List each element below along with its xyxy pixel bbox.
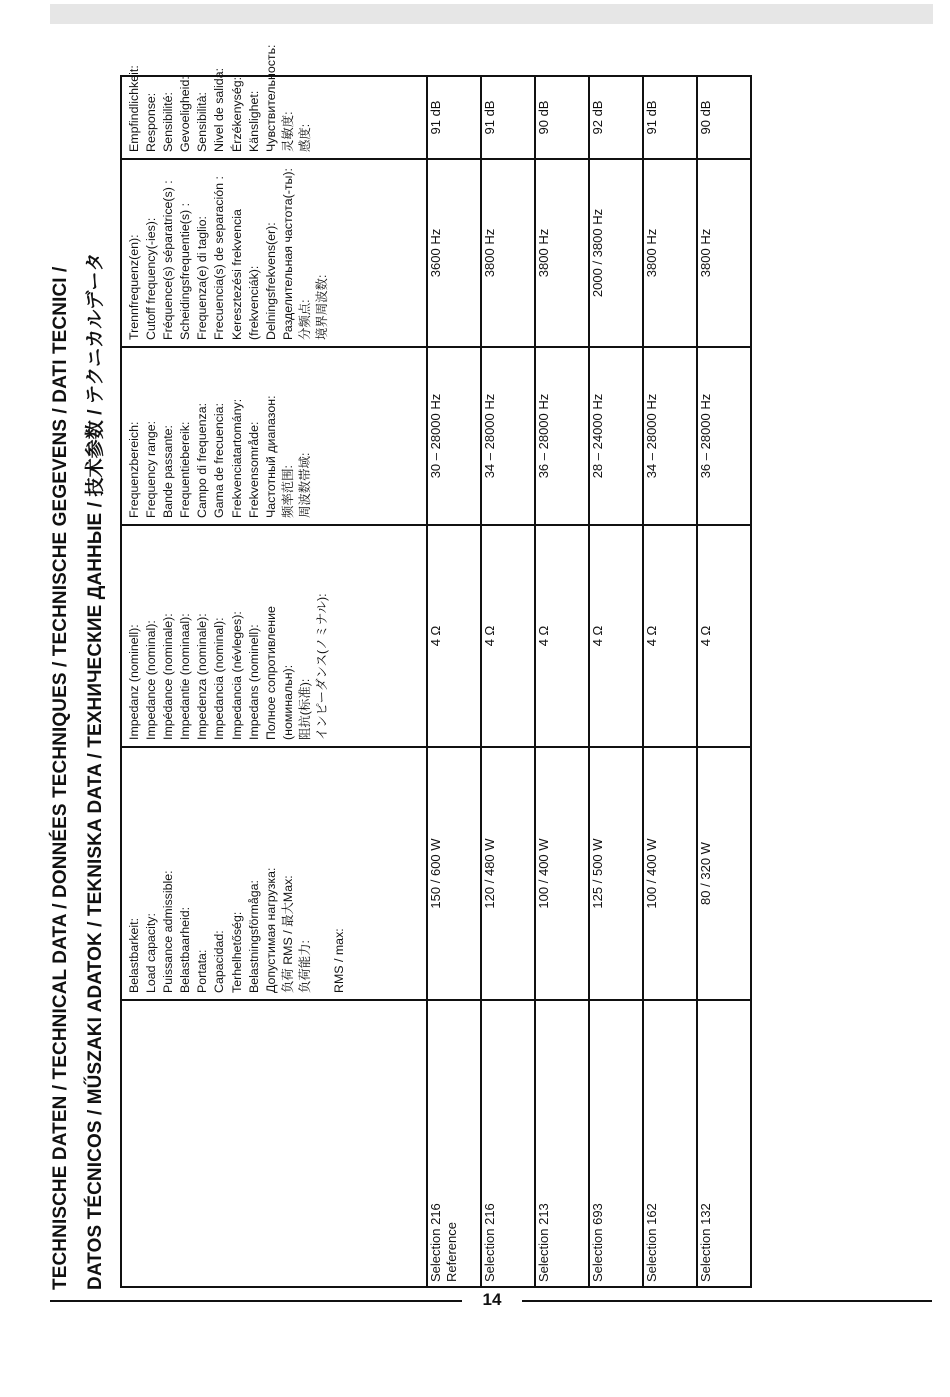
- header-label-line: (frekvenciák):: [246, 265, 261, 340]
- header-label-line: Frequenza(e) di taglio:: [195, 216, 210, 340]
- header-label-line: Разделительная частота(-ты):: [280, 168, 295, 340]
- header-label-line: 感度:: [297, 123, 312, 152]
- load-capacity-cell: 100 / 400 W: [643, 747, 697, 1000]
- header-label-line: Nivel de salida:: [212, 67, 227, 152]
- header-label-line: 境界周波数:: [315, 274, 330, 340]
- header-label-line: Допустимая нагрузка:: [263, 867, 278, 993]
- header-label-line: Impédance (nominale):: [161, 613, 176, 740]
- header-label-line: Scheidingsfrequentie(s) :: [178, 202, 193, 340]
- header-label-line: Frequentiebereik:: [178, 421, 193, 518]
- crossover-cell: 3800 Hz: [535, 159, 589, 347]
- model-name: Selection 693: [590, 1203, 606, 1282]
- model-name-cell: [589, 1000, 643, 1287]
- sensitivity-cell: 90 dB: [697, 76, 751, 159]
- sensitivity-cell: 91 dB: [643, 76, 697, 159]
- header-label-line: 负荷能力:: [297, 939, 312, 993]
- header-label-line: Portata:: [195, 949, 210, 993]
- title-line-2: DATOS TÉCNICOS / MŰSZAKI ADATOK / TEKNISKA DATA / ТЕХНИЧЕСКИЕ ДАННЫЕ / 技术参数 / テクニカルデータ: [85, 252, 106, 1290]
- impedance-cell: 4 Ω: [535, 525, 589, 747]
- header-label-line: Puissance admissible:: [161, 870, 176, 993]
- header-label-line: Gama de frecuencia:: [212, 402, 227, 518]
- frequency-range-cell: 30 – 28000 Hz: [427, 347, 481, 525]
- header-load-capacity: [121, 747, 427, 1000]
- header-label-line: Sensibilità:: [195, 92, 210, 152]
- header-label-line: Belastbaarheid:: [178, 906, 193, 993]
- load-capacity-cell: 100 / 400 W: [535, 747, 589, 1000]
- top-gray-bar: [50, 4, 933, 24]
- header-label-line: 周波数帯域:: [297, 452, 312, 518]
- header-label-line: Empfindlichkeit:: [127, 65, 141, 152]
- model-name: Selection 216: [482, 1203, 498, 1282]
- table-row: [481, 76, 535, 1287]
- header-crossover-frequency: [121, 159, 427, 347]
- frequency-range-cell: 36 – 28000 Hz: [535, 347, 589, 525]
- table-row: [427, 76, 481, 1287]
- header-label-line: Frekvensområde:: [246, 421, 261, 518]
- header-label-line: Delningsfrekvens(er):: [263, 222, 278, 340]
- frequency-range-cell: 28 – 24000 Hz: [589, 347, 643, 525]
- impedance-cell: 4 Ω: [589, 525, 643, 747]
- header-label-line: Frecuencia(s) de separación :: [212, 176, 227, 340]
- header-label-line: Полное сопротивление: [263, 606, 278, 740]
- crossover-cell: 3800 Hz: [643, 159, 697, 347]
- header-label-line: Belastningsförmåga:: [246, 880, 261, 993]
- header-label-line: Frequenzbereich:: [127, 421, 141, 518]
- page-number: 14: [482, 1290, 502, 1309]
- header-frequency-range: [121, 347, 427, 525]
- crossover-cell: 2000 / 3800 Hz: [589, 159, 643, 347]
- table-row: [697, 76, 751, 1287]
- header-label-line: Frekvenciatartomány:: [229, 398, 244, 518]
- technical-data-table: [120, 44, 752, 1288]
- header-label-line: RMS / max:: [332, 928, 347, 993]
- header-label-line: Sensibilité:: [161, 92, 176, 152]
- model-name: Selection 216: [428, 1203, 444, 1282]
- impedance-cell: 4 Ω: [481, 525, 535, 747]
- frequency-range-cell: 34 – 28000 Hz: [643, 347, 697, 525]
- header-label-line: Cutoff frequency(-ies):: [144, 217, 159, 340]
- header-empty-cell: [121, 1000, 427, 1287]
- header-label-line: Impedancia (névleges):: [229, 611, 244, 740]
- model-name: Selection 162: [644, 1203, 660, 1282]
- header-label-line: Trennfrequenz(en):: [127, 234, 141, 340]
- header-label-line: Impedance (nominal):: [144, 620, 159, 740]
- header-row: [121, 76, 427, 1287]
- crossover-cell: 3600 Hz: [427, 159, 481, 347]
- crossover-cell: 3800 Hz: [481, 159, 535, 347]
- sensitivity-cell: 91 dB: [427, 76, 481, 159]
- header-label-line: Impedenza (nominale):: [195, 613, 210, 740]
- rotated-page-content: [40, 44, 760, 1290]
- load-capacity-cell: 125 / 500 W: [589, 747, 643, 1000]
- header-label-line: Response:: [144, 92, 159, 152]
- header-impedance: [121, 525, 427, 747]
- header-label-line: 灵敏度:: [280, 111, 295, 152]
- header-label-line: Keresztezési frekvencia: [229, 209, 244, 340]
- header-label-line: Fréquence(s) séparatrice(s) :: [161, 180, 176, 340]
- table-row: [643, 76, 697, 1287]
- table-row: [535, 76, 589, 1287]
- header-label-line: Campo di frequenza:: [195, 402, 210, 518]
- header-label-line: 阻抗(标准):: [297, 678, 312, 740]
- header-label-line: Impedanz (nominell):: [127, 624, 141, 740]
- header-label-line: Frequency range:: [144, 420, 159, 518]
- header-label-line: Частотный диапазон:: [263, 395, 278, 518]
- impedance-cell: 4 Ω: [427, 525, 481, 747]
- header-label-line: Capacidad:: [212, 930, 227, 993]
- model-name: Selection 213: [536, 1203, 552, 1282]
- header-label-line: Érzékenység:: [229, 76, 244, 152]
- header-label-line: Impedantie (nominaal):: [178, 613, 193, 740]
- sensitivity-cell: 92 dB: [589, 76, 643, 159]
- frequency-range-cell: 36 – 28000 Hz: [697, 347, 751, 525]
- header-label-line: Gevoeligheid:: [178, 76, 193, 152]
- model-name-cell: [697, 1000, 751, 1287]
- header-label-line: 负荷 RMS / 最大Max:: [280, 875, 295, 993]
- frequency-range-cell: 34 – 28000 Hz: [481, 347, 535, 525]
- title-line-1: TECHNISCHE DATEN / TECHNICAL DATA / DONNÉES TECHNIQUES / TECHNISCHE GEGEVENS / DATI TECNICI /: [50, 266, 71, 1290]
- model-variant: Reference: [444, 1222, 460, 1282]
- impedance-cell: 4 Ω: [697, 525, 751, 747]
- footer-rule-right: [522, 1300, 932, 1302]
- header-label-line: Чувствительность:: [263, 44, 278, 152]
- footer-rule-left: [50, 1300, 462, 1302]
- model-name-cell: [643, 1000, 697, 1287]
- model-name-cell: [481, 1000, 535, 1287]
- header-label-line: [314, 754, 331, 993]
- table-row: [589, 76, 643, 1287]
- model-name-cell: [535, 1000, 589, 1287]
- load-capacity-cell: 80 / 320 W: [697, 747, 751, 1000]
- model-name-cell: [427, 1000, 481, 1287]
- header-label-line: Load capacity:: [144, 913, 159, 993]
- header-label-line: Belastbarkeit:: [127, 917, 141, 993]
- impedance-cell: 4 Ω: [643, 525, 697, 747]
- header-label-line: Impedancia (nominal):: [212, 617, 227, 740]
- load-capacity-cell: 120 / 480 W: [481, 747, 535, 1000]
- sensitivity-cell: 91 dB: [481, 76, 535, 159]
- header-label-line: Terhelhetőség:: [229, 911, 244, 993]
- header-label-line: 频率范围:: [280, 464, 295, 518]
- header-label-line: インピーダンス(ノミナル):: [315, 593, 330, 740]
- sensitivity-cell: 90 dB: [535, 76, 589, 159]
- header-label-line: Känslighet:: [246, 90, 261, 152]
- header-label-line: Impedans (nominell):: [246, 624, 261, 740]
- header-label-line: 分频点:: [297, 299, 312, 340]
- load-capacity-cell: 150 / 600 W: [427, 747, 481, 1000]
- model-name: Selection 132: [698, 1203, 714, 1282]
- header-sensitivity: [121, 44, 427, 159]
- crossover-cell: 3800 Hz: [697, 159, 751, 347]
- header-label-line: Bande passante:: [161, 424, 176, 518]
- header-label-line: (номинальн):: [280, 664, 295, 740]
